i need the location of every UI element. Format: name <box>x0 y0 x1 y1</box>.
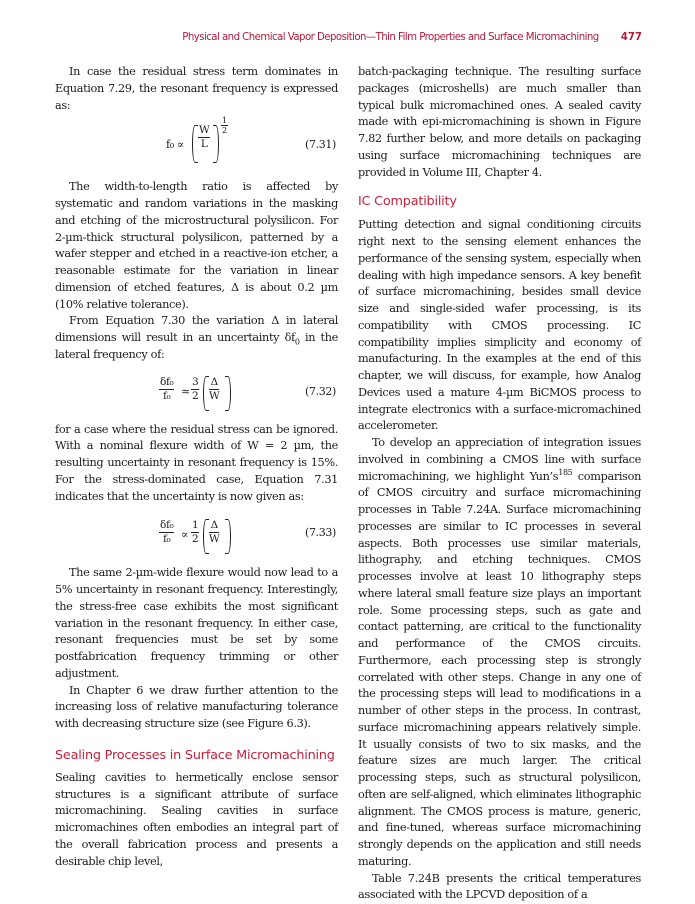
denominator: f₀ <box>159 533 174 546</box>
right-paren <box>213 125 219 163</box>
equation-number: (7.31) <box>305 137 336 154</box>
denominator: f₀ <box>159 390 174 403</box>
paragraph: The width-to-length ratio is affected by systematic and random variations in the masking and etching of the microstructural polysilicon. For 2-µm-thick structural polysilicon, patterned by a wafer stepper and etched in a reactive-ion etcher, a reasonable estimate for the variation in linear dimension of etched features, Δ is about 0.2 µm (10% relative tolerance). <box>55 179 338 313</box>
text-run: To develop an appreciation of integration issues involved in combining a CMOS line with surface micromachining, we highlight Yun’s <box>358 436 641 483</box>
section-heading-ic-compatibility: IC Compatibility <box>358 193 641 211</box>
eq-lhs: f₀ ∝ <box>166 137 184 154</box>
paragraph: In case the residual stress term dominates in Equation 7.29, the resonant frequency is expressed as: <box>55 64 338 114</box>
subscript: 0 <box>295 337 300 346</box>
right-paren <box>225 376 231 411</box>
exp-numerator: 1 <box>221 116 228 126</box>
numerator: δf₀ <box>159 519 174 533</box>
numerator: δf₀ <box>159 376 174 390</box>
denominator: W <box>209 533 219 546</box>
eq-lhs-fraction <box>159 376 174 403</box>
eq-coef-fraction <box>191 376 199 403</box>
numerator: Δ <box>209 519 219 533</box>
denominator: 2 <box>191 533 199 546</box>
paragraph: Sealing cavities to hermetically enclose sensor structures is a significant attribute of surface micromachining. Sealing cavities in surface micromachines often embodies an integral part of the overall fabrication process and presents a desirable chip level, <box>55 770 338 871</box>
exp-denominator: 2 <box>221 126 228 135</box>
paragraph: The same 2-µm-wide flexure would now lead to a 5% uncertainty in resonant frequency. Interestingly, the stress-free case exhibits the most significant variation in the resonant frequency. In either case, resonant frequencies must be set by some postfabrication frequency trimming or other adjustment. <box>55 565 338 682</box>
section-heading-sealing: Sealing Processes in Surface Micromachining <box>55 747 338 765</box>
equation-7-33 <box>55 505 338 565</box>
denominator: L <box>198 138 210 151</box>
numerator: 3 <box>191 376 199 390</box>
paragraph: batch-packaging technique. The resulting surface packages (microshells) are much smaller than typical bulk micromachined ones. A sealed cavity made with epi-micromachining is shown in Figure 7.82 further below, and more details on packaging using surface micromachining techniques are provided in Volume III, Chapter 4. <box>358 64 641 181</box>
right-column <box>358 64 641 904</box>
operator: ≈ <box>181 384 190 401</box>
eq-paren-fraction <box>209 376 219 403</box>
numerator: 1 <box>191 519 199 533</box>
numerator: Δ <box>209 376 219 390</box>
eq-paren-fraction <box>209 519 219 546</box>
paragraph: for a case where the residual stress can be ignored. With a nominal flexure width of W = 2 µm, the resulting uncertainty in resonant frequency is 15%. For the stress-dominated case, Equation 7.31 indicates that the uncertainty is now given as: <box>55 422 338 506</box>
denominator: 2 <box>191 390 199 403</box>
denominator: W <box>209 390 219 403</box>
equation-7-31 <box>55 114 338 176</box>
eq-coef-fraction <box>191 519 199 546</box>
equation-number: (7.33) <box>305 525 336 542</box>
text-run: From Equation 7.30 the variation Δ in lateral dimensions will result in an uncertainty δf <box>55 314 338 344</box>
eq-exponent <box>221 116 228 135</box>
paragraph: Putting detection and signal conditioning circuits right next to the sensing element enhances the performance of the sensing system, especially when dealing with high impedance sensors. A key benefit of surface micromachining, besides small device size and single-sided wafer processing, is its compatibility with CMOS processing. IC compatibility implies simplicity and economy of manufacturing. In the examples at the end of this chapter, we will discuss, for example, how Analog Devices used a mature 4-µm BiCMOS process to integrate electronics with a surface-micromachined accelerometer. <box>358 217 641 435</box>
running-header <box>0 32 642 46</box>
right-paren <box>225 519 231 554</box>
numerator: W <box>198 124 210 138</box>
paragraph: Table 7.24B presents the critical temperatures associated with the LPCVD deposition of a <box>358 871 641 904</box>
running-title: Physical and Chemical Vapor Deposition—Thin Film Properties and Surface Micromachining <box>182 32 599 43</box>
paragraph <box>358 435 641 871</box>
paragraph <box>55 313 338 363</box>
text-run: comparison of CMOS circuitry and surface micromachining processes in Table 7.24A. Surface micromachining processes are similar to IC processes in several aspects. Both processes use similar materials, lithography, and etching techniques. CMOS processes involve at least 10 lithography steps where lateral small feature size plays an important role. Some processing steps, such as gate and contact patterning, are critical to the functionality and performance of the CMOS circuits. Furthermore, each processing step is strongly correlated with other steps. Change in any one of the processing steps will lead to modifications in a number of other steps in the process. In contrast, surface micromachining appears relatively simple. It usually consists of two to six masks, and the feature sizes are much larger. The critical processing steps, such as structural polysilicon, often are self-aligned, which eliminates lithographic alignment. The CMOS process is mature, generic, and fine-tuned, whereas surface micromachining strongly depends on the application and still needs maturing. <box>358 470 641 868</box>
paragraph: In Chapter 6 we draw further attention to the increasing loss of relative manufacturing tolerance with decreasing structure size (see Figure 6.3). <box>55 683 338 733</box>
text-run: in the lateral frequency of: <box>55 331 338 361</box>
left-column <box>55 64 338 870</box>
equation-7-32 <box>55 364 338 422</box>
eq-fraction <box>198 124 210 151</box>
eq-lhs-fraction <box>159 519 174 546</box>
page-number: 477 <box>621 32 642 43</box>
reference-superscript: 185 <box>558 468 572 477</box>
operator: ∝ <box>181 527 188 544</box>
equation-number: (7.32) <box>305 384 336 401</box>
